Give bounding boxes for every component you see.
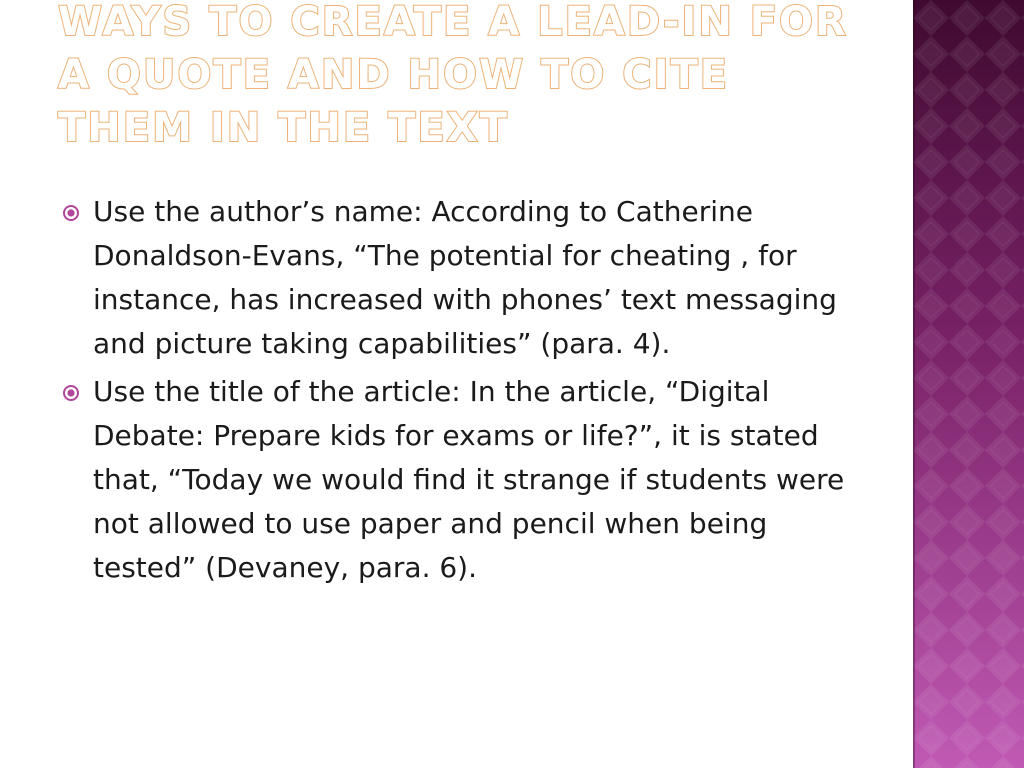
slide-title: WAYS TO CREATE A LEAD-IN FOR A QUOTE AND HOW TO CITE THEM IN THE TEXT — [58, 0, 848, 151]
decorative-side-band — [913, 0, 1024, 768]
diamond-pattern-band — [913, 0, 1024, 768]
bullet-item-article-title — [62, 370, 862, 590]
bullet-item-author-name — [62, 190, 862, 366]
circle-bullet-icon — [62, 204, 80, 222]
bullet-text: Use the author’s name: According to Catherine Donaldson-Evans, “The potential for cheating , for instance, has increased with phones’ text messaging and picture taking capabilities” (para. 4). — [93, 195, 837, 360]
bullet-list — [62, 190, 862, 594]
circle-bullet-icon — [62, 384, 80, 402]
bullet-text: Use the title of the article: In the article, “Digital Debate: Prepare kids for exams or life?”, it is stated that, “Today we would find it strange if students were not allowed to use paper and pencil when being tested” (Devaney, para. 6). — [93, 375, 845, 584]
